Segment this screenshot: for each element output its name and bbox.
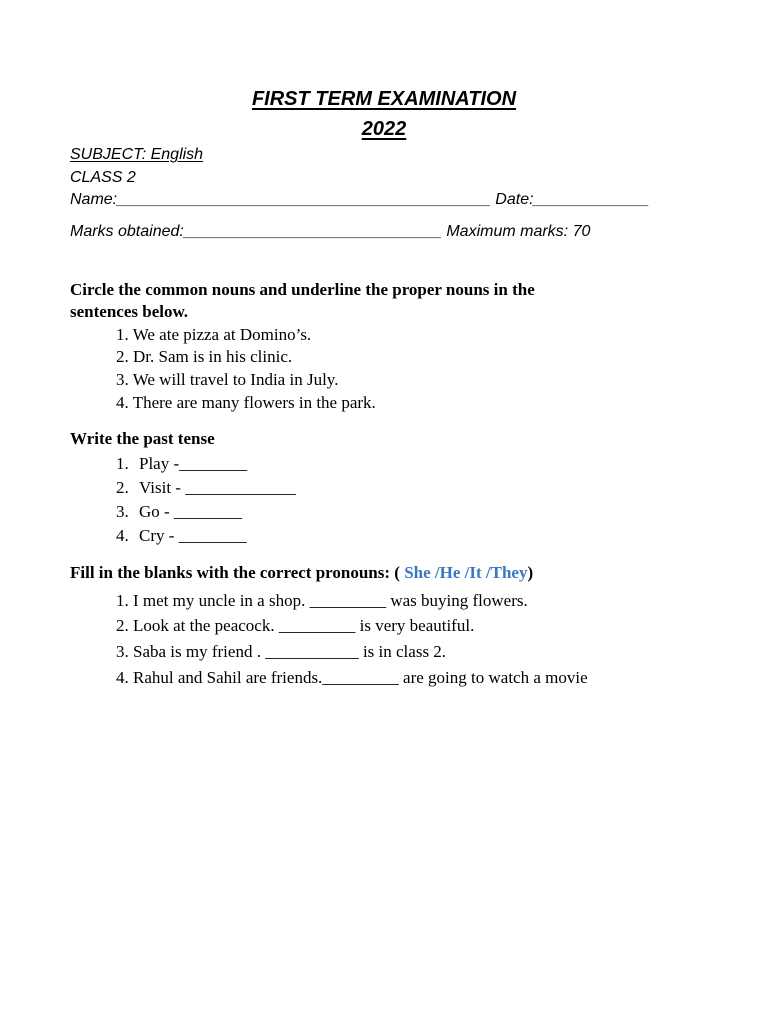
section3-instruction-prefix: Fill in the blanks with the correct pronouns: (	[70, 563, 405, 582]
item-number: 4.	[116, 526, 129, 545]
item-text: Play -________	[139, 454, 248, 473]
item-number: 2.	[116, 347, 129, 366]
item-number: 1.	[116, 591, 129, 610]
section3-instruction	[70, 563, 533, 583]
list-item	[116, 502, 242, 522]
item-text: Look at the peacock. _________ is very beautiful.	[133, 616, 475, 635]
exam-year: 2022	[361, 118, 407, 140]
list-item	[116, 668, 588, 688]
item-number: 2.	[116, 616, 129, 635]
list-item	[116, 325, 311, 345]
list-item	[116, 347, 292, 367]
list-item	[116, 642, 446, 662]
section2-instruction: Write the past tense	[70, 429, 215, 448]
list-item	[116, 526, 247, 546]
item-number: 4.	[116, 668, 129, 687]
list-item	[116, 393, 376, 413]
item-number: 1.	[116, 454, 129, 473]
item-text: Visit - _____________	[139, 478, 296, 497]
item-text: Rahul and Sahil are friends._________ are going to watch a movie	[133, 668, 588, 687]
item-text: Saba is my friend . ___________ is in class 2.	[133, 642, 447, 661]
section1-instruction-line1: Circle the common nouns and underline the proper nouns in the	[70, 280, 535, 299]
item-number: 1.	[116, 325, 129, 344]
item-number: 4.	[116, 393, 129, 412]
list-item	[116, 616, 474, 636]
pronoun-options: She /He /It /They	[404, 563, 528, 582]
list-item	[116, 454, 247, 474]
item-number: 2.	[116, 478, 129, 497]
item-number: 3.	[116, 370, 129, 389]
subject-label: SUBJECT: English	[70, 146, 204, 163]
item-text: There are many flowers in the park.	[132, 393, 376, 412]
list-item	[116, 591, 528, 611]
section1-instruction-line2: sentences below.	[70, 302, 189, 321]
item-text: I met my uncle in a shop. _________ was buying flowers.	[133, 591, 528, 610]
item-text: We ate pizza at Domino’s.	[132, 325, 312, 344]
item-number: 3.	[116, 642, 129, 661]
maximum-marks-label: Maximum marks: 70	[446, 223, 591, 240]
item-text: Dr. Sam is in his clinic.	[133, 347, 293, 366]
item-text: Go - ________	[139, 502, 242, 521]
class-label: CLASS 2	[70, 169, 136, 186]
exam-title: FIRST TERM EXAMINATION	[251, 88, 517, 110]
marks-row	[70, 223, 590, 241]
item-text: We will travel to India in July.	[132, 370, 339, 389]
list-item	[116, 478, 296, 498]
section3-instruction-suffix: )	[527, 563, 534, 582]
marks-obtained-label: Marks obtained:_____________________________	[70, 223, 442, 240]
item-text: Cry - ________	[139, 526, 247, 545]
list-item	[116, 370, 338, 390]
item-number: 3.	[116, 502, 129, 521]
name-date-row: Name:__________________________________________ Date:_____________	[70, 191, 650, 208]
